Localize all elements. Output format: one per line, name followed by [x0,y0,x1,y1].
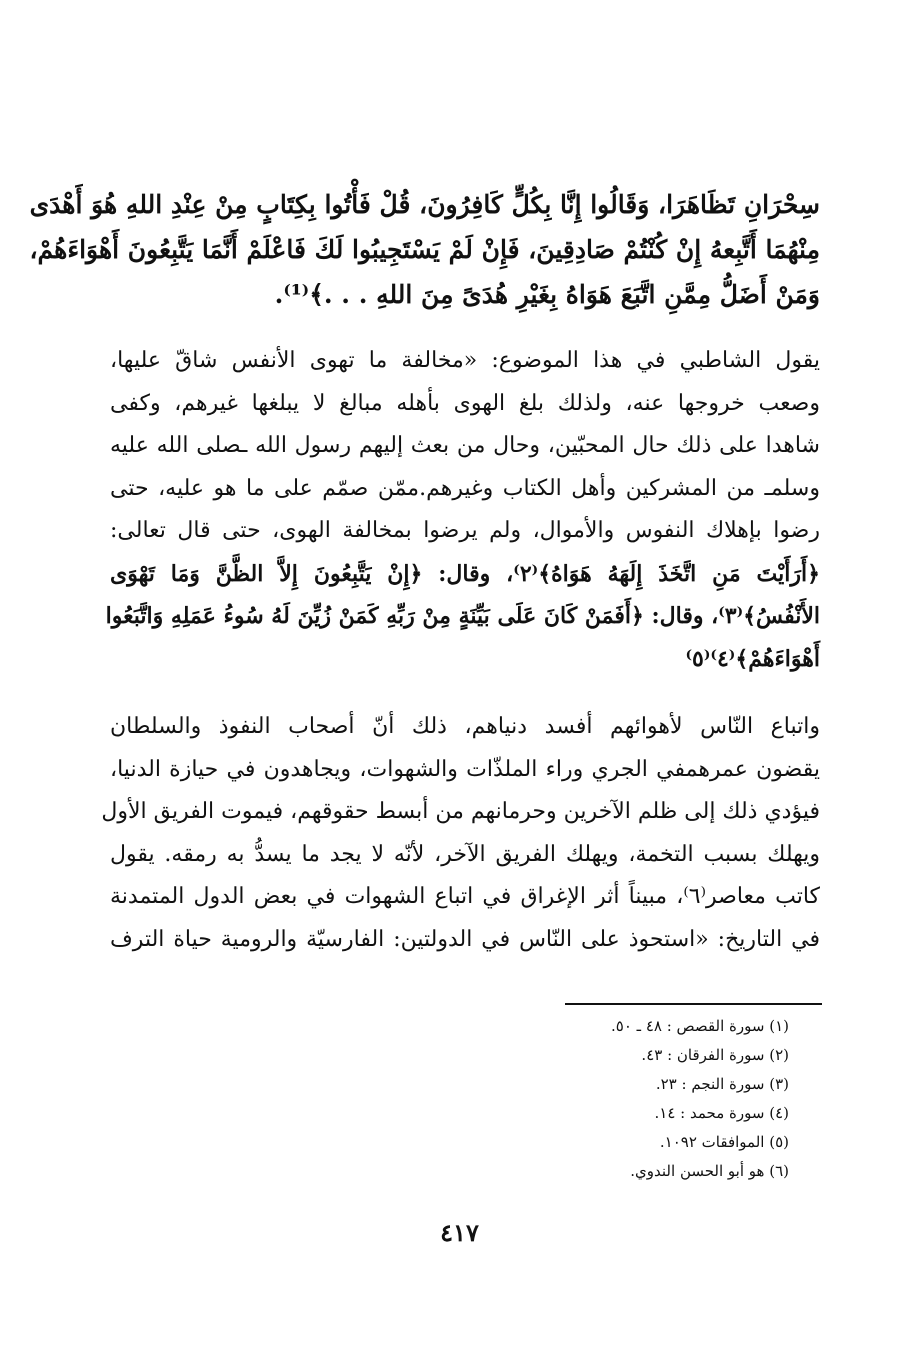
paragraph-2-line-6: في التاريخ: «استحوذ على النّاس في الدولتين: الفارسيّة والرومية حياة الترف [110,926,820,952]
paragraph-following-desires [101,706,820,961]
quran-line-3: وَمَنْ أَضَلُّ مِمَّنِ اتَّبَعَ هَوَاهُ بِغَيْرِ هُدَىً مِنَ اللهِ . . .﴾⁽¹⁾. [274,280,820,309]
footnotes [429,1012,789,1186]
footnote-1: (١) سورة القصص : ٤٨ ـ ٥٠. [611,1017,789,1035]
paragraph-1-line-2: وصعب خروجها عنه، ولذلك بلغ الهوى بأهله مبالغ لا يبلغها غيرهم، وكفى [110,390,820,416]
paragraph-2-line-3: فيؤدي ذلك إلى ظلم الآخرين وحرمانهم من أبسط حقوقهم، فيموت الفريق الأول [101,799,820,824]
footnote-4: (٤) سورة محمد : ١٤. [654,1104,789,1122]
paragraph-2-line-4: ويهلك بسبب التخمة، ويهلك الفريق الآخر، لأنّه لا يجد ما يسدُّ به رمقه. يقول [110,841,820,867]
footnote-3: (٣) سورة النجم : ٢٣. [655,1075,789,1093]
paragraph-1-line-5: رضوا بإهلاك النفوس والأموال، ولم يرضوا بمخالفة الهوى، حتى قال تعالى: [110,518,820,543]
quran-verse-block [29,182,820,317]
paragraph-1-line-7: الأَنْفُسُ﴾⁽٣⁾، وقال: ﴿أَفَمَنْ كَانَ عَلَى بَيِّنَةٍ مِنْ رَبِّهِ كَمَنْ زُيِّنَ لَهُ سُوءُ عَمَلِهِ وَاتَّبَعُوا [105,603,820,629]
paragraph-1-line-1: يقول الشاطبي في هذا الموضوع: «مخالفة ما تهوى الأنفس شاقّ عليها، [110,348,820,373]
paragraph-2-line-5: كاتب معاصر⁽٦⁾، مبيناً أثر الإغراق في اتباع الشهوات في بعض الدول المتمدنة [110,884,820,909]
footnote-separator [565,1003,822,1005]
paragraph-1-line-6: ﴿أَرَأَيْتَ مَنِ اتَّخَذَ إِلَهَهُ هَوَاهُ﴾⁽٢⁾، وقال: ﴿إِنْ يَتَّبِعُونَ إِلاَّ الظَّنَّ وَمَا تَهْوَى [110,560,821,587]
paragraph-1-line-3: شاهدا على ذلك حال المحبّين، وحال من بعث إليهم رسول الله ـصلى الله عليه [110,433,820,458]
page-number: ٤١٧ [440,1218,479,1247]
footnote-2: (٢) سورة الفرقان : ٤٣. [641,1046,789,1064]
paragraph-2-line-1: واتباع النّاس لأهوائهم أفسد دنياهم، ذلك أنّ أصحاب النفوذ والسلطان [110,714,820,739]
quran-line-2: مِنْهُمَا أَتَّبِعهُ إِنْ كُنْتُمْ صَادِقِينَ، فَإِنْ لَمْ يَسْتَجِيبُوا لَكَ فَاعْلَمْ أَنَّمَا يَتَّبِعُونَ أَهْوَاءَهُمْ، [29,235,820,264]
paragraph-shatibi-quote [105,340,821,680]
quran-line-1: سِحْرَانِ تَظَاهَرَا، وَقَالُوا إِنَّا بِكُلٍّ كَافِرُونَ، قُلْ فَأْتُوا بِكِتَابٍ مِنْ عِنْدِ اللهِ هُوَ أَهْدَى [29,190,820,219]
paragraph-1-line-4: وسلمـ من المشركين وأهل الكتاب وغيرهم.ممّن صمّم على ما هو عليه، حتى [110,475,820,501]
footnote-6: (٦) هو أبو الحسن الندوي. [630,1162,789,1180]
footnote-5: (٥) الموافقات ١٠٩٢. [659,1133,789,1151]
paragraph-2-line-2: يقضون عمرهمفي الجري وراء الملذّات والشهوات، ويجاهدون في حيازة الدنيا، [110,756,820,782]
paragraph-1-line-8: أَهْوَاءَهُمْ﴾⁽٤⁾⁽٥⁾ [685,645,820,672]
